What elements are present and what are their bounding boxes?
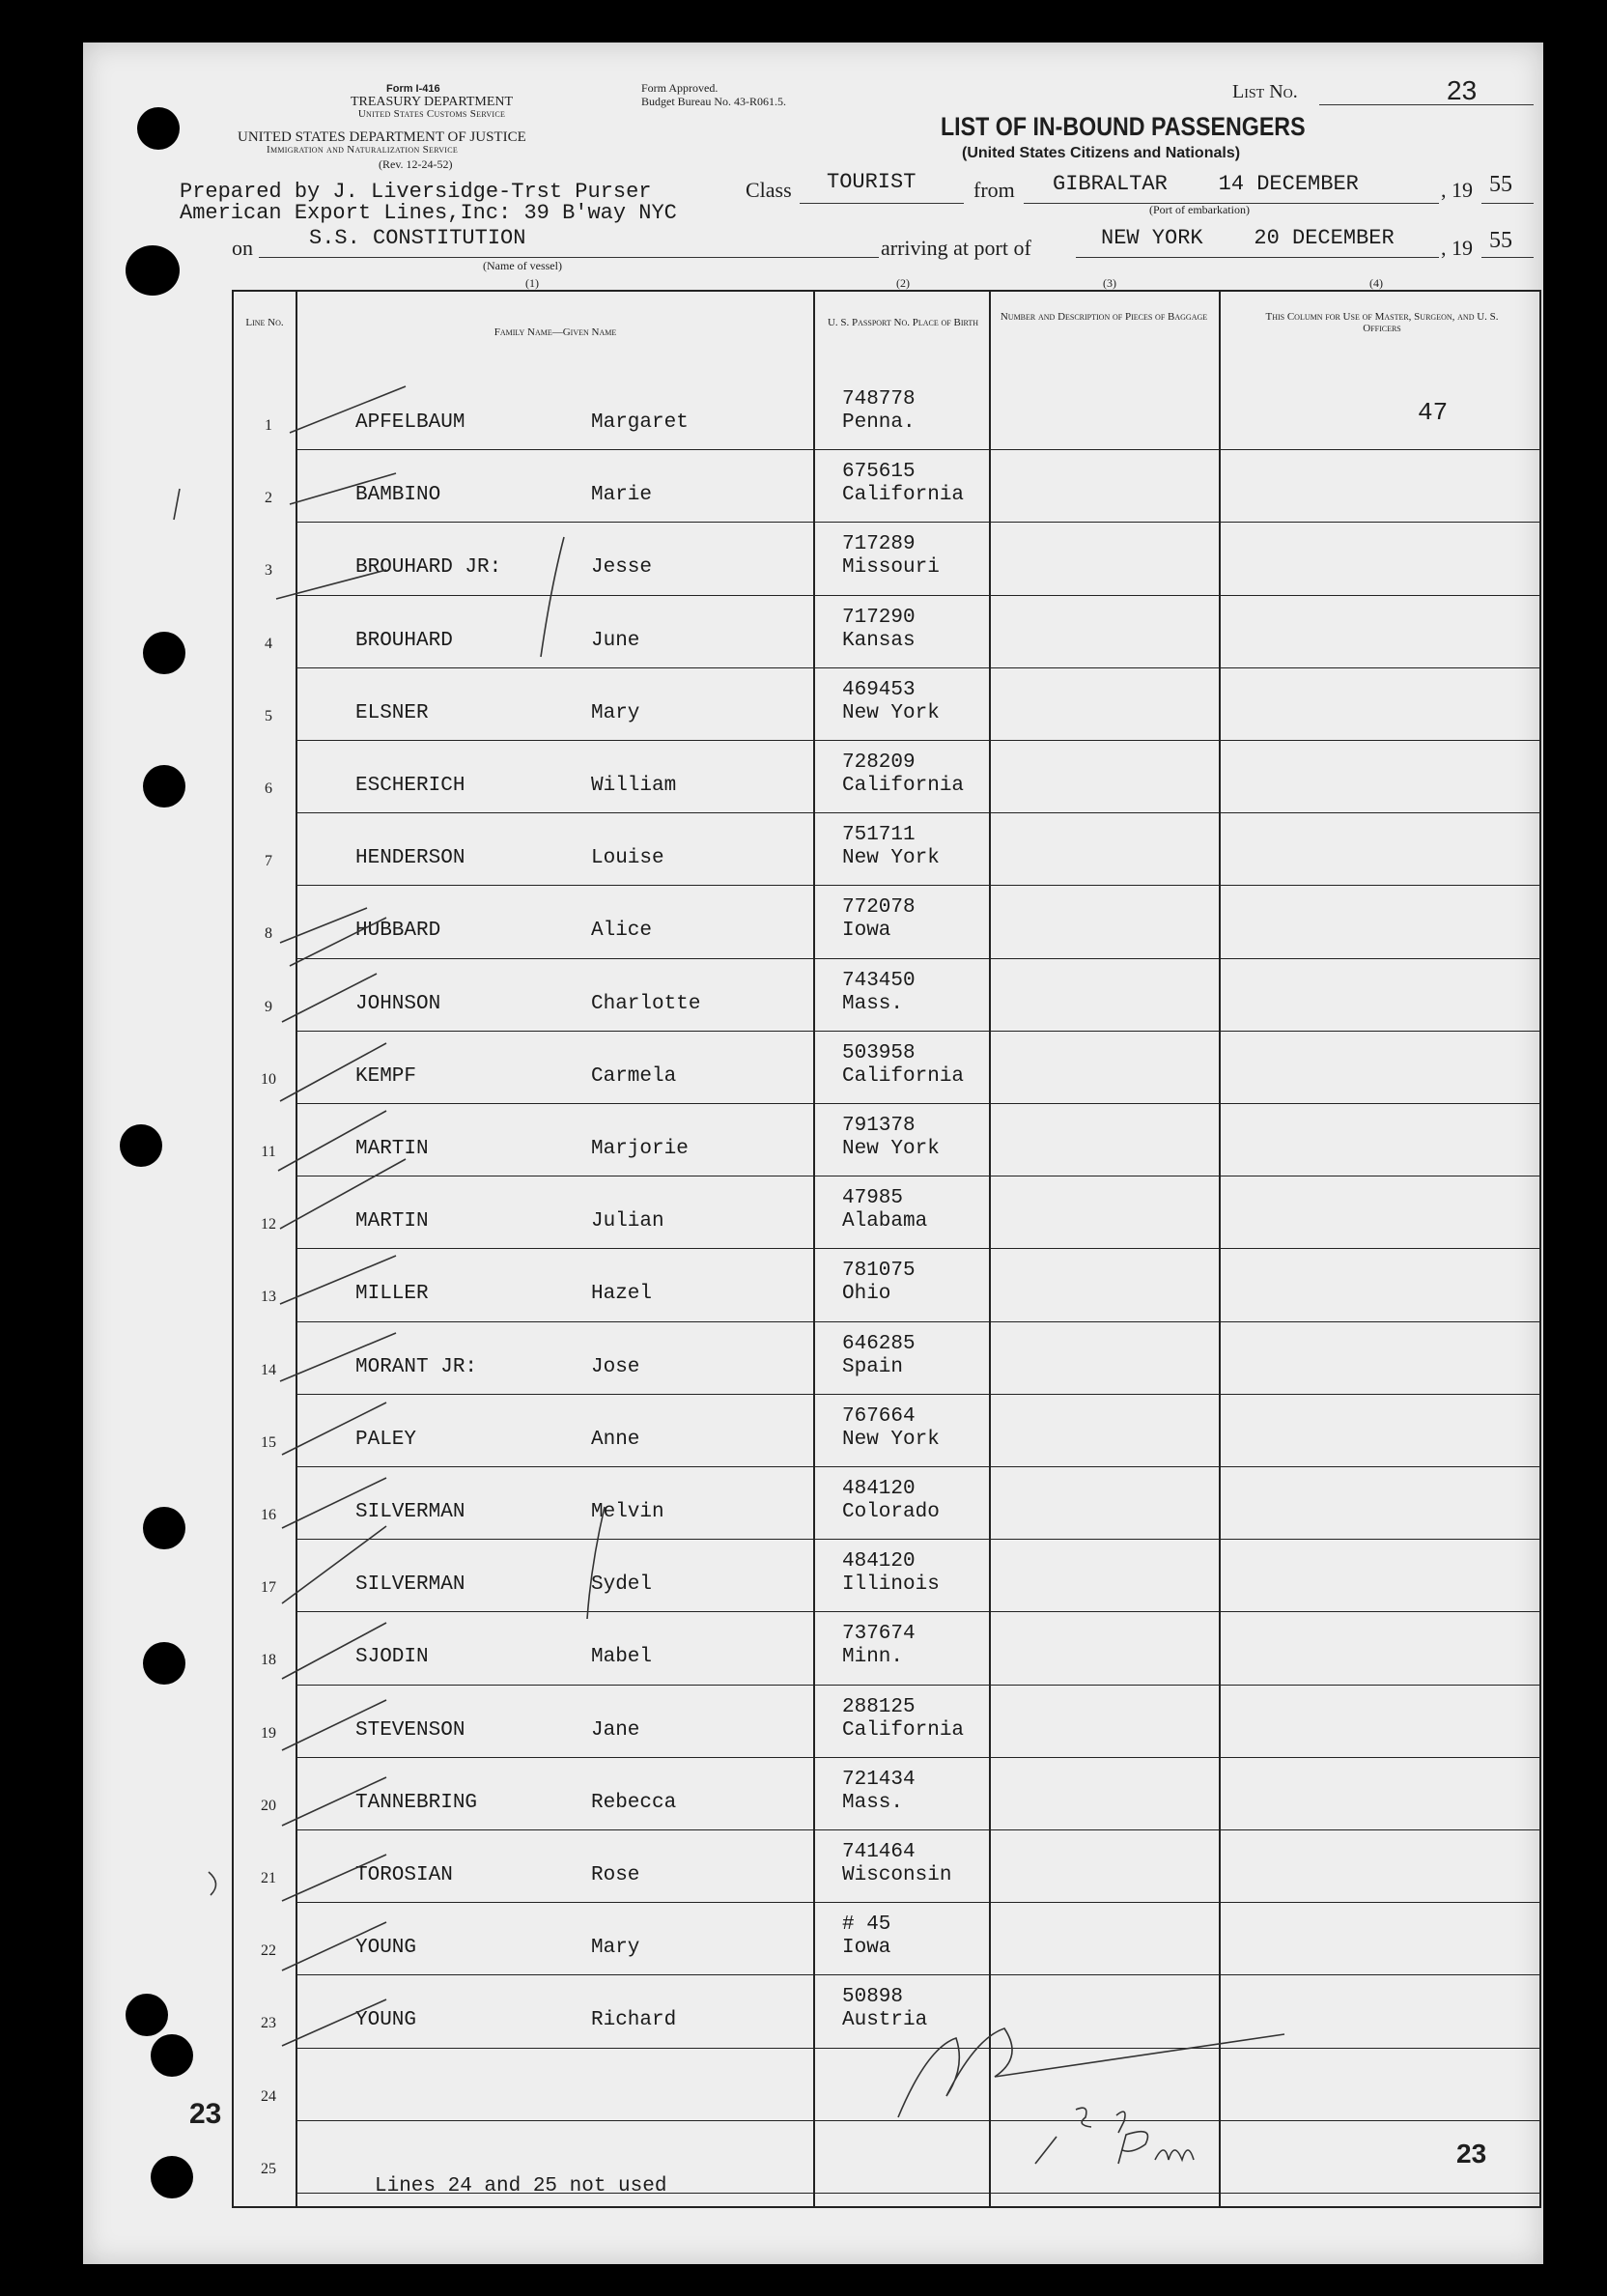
class-value: TOURIST bbox=[827, 170, 916, 194]
place-of-birth: Illinois bbox=[842, 1573, 940, 1597]
ins-service: Immigration and Naturalization Service bbox=[267, 144, 459, 156]
place-of-birth: Alabama bbox=[842, 1210, 928, 1233]
place-of-birth: Colorado bbox=[842, 1501, 940, 1523]
given-name: Rose bbox=[591, 1864, 640, 1886]
passport-number: 751711 bbox=[842, 824, 916, 847]
place-of-birth: Mass. bbox=[842, 992, 904, 1015]
place-of-birth: Iowa bbox=[842, 1937, 891, 1960]
passport-number: 47985 bbox=[842, 1187, 904, 1210]
passport-number: 767664 bbox=[842, 1404, 916, 1428]
place-of-birth: Kansas bbox=[842, 629, 916, 652]
family-name: STEVENSON bbox=[355, 1718, 465, 1742]
given-name: Marie bbox=[591, 484, 653, 507]
line-number: 23 bbox=[261, 2015, 276, 2032]
vessel-caption: (Name of vessel) bbox=[483, 259, 562, 272]
family-name: APFELBAUM bbox=[355, 411, 465, 434]
col-num-1: (1) bbox=[525, 276, 539, 290]
header-officers: This Column for Use of Master, Surgeon, and U. S. Officers bbox=[1265, 311, 1499, 334]
place-of-birth: Spain bbox=[842, 1355, 904, 1378]
given-name: Mary bbox=[591, 1937, 640, 1960]
officer-note-row-1: 47 bbox=[1418, 398, 1449, 427]
line-number: 6 bbox=[265, 780, 272, 797]
line-number: 7 bbox=[265, 853, 272, 870]
family-name: MARTIN bbox=[355, 1210, 429, 1233]
line-number: 10 bbox=[261, 1070, 276, 1088]
passport-number: 717289 bbox=[842, 533, 916, 556]
passport-number: 469453 bbox=[842, 678, 916, 701]
passport-number: 748778 bbox=[842, 388, 916, 411]
place-of-birth: California bbox=[842, 484, 965, 507]
col-num-3: (3) bbox=[1103, 276, 1116, 290]
line-number: 17 bbox=[261, 1579, 276, 1597]
line-number: 21 bbox=[261, 1870, 276, 1886]
line-number: 16 bbox=[261, 1507, 276, 1523]
place-of-birth: Ohio bbox=[842, 1283, 891, 1306]
revision-date: (Rev. 12-24-52) bbox=[379, 157, 453, 171]
given-name: Charlotte bbox=[591, 992, 701, 1015]
given-name: Marjorie bbox=[591, 1138, 689, 1160]
passport-number: 743450 bbox=[842, 969, 916, 992]
line-number: 9 bbox=[265, 998, 272, 1015]
passport-number: 484120 bbox=[842, 1478, 916, 1500]
col-num-4: (4) bbox=[1369, 276, 1383, 290]
place-of-birth: Austria bbox=[842, 2009, 928, 2032]
form-title: LIST OF IN-BOUND PASSENGERS bbox=[941, 112, 1306, 141]
stamp-number-left: 23 bbox=[189, 2098, 222, 2130]
family-name: YOUNG bbox=[355, 1937, 417, 1960]
header-baggage: Number and Description of Pieces of Baggage bbox=[1000, 311, 1208, 323]
arriving-label: arriving at port of bbox=[881, 236, 1031, 260]
passport-number: 728209 bbox=[842, 751, 916, 774]
prepared-by-address: American Export Lines,Inc: 39 B'way NYC bbox=[180, 201, 677, 225]
line-number: 20 bbox=[261, 1797, 276, 1814]
passport-number: 781075 bbox=[842, 1260, 916, 1283]
place-of-birth: Missouri bbox=[842, 556, 940, 580]
family-name: KEMPF bbox=[355, 1064, 417, 1088]
port-caption: (Port of embarkation) bbox=[1149, 203, 1250, 216]
given-name: Margaret bbox=[591, 411, 689, 434]
family-name: ELSNER bbox=[355, 701, 429, 724]
lines-not-used-note: Lines 24 and 25 not used bbox=[375, 2175, 667, 2197]
header-name: Family Name—Given Name bbox=[493, 326, 617, 338]
given-name: Hazel bbox=[591, 1283, 653, 1306]
passport-number: 791378 bbox=[842, 1115, 916, 1137]
line-number: 14 bbox=[261, 1361, 276, 1378]
customs-service: United States Customs Service bbox=[357, 108, 506, 120]
passport-number: 646285 bbox=[842, 1332, 916, 1355]
family-name: YOUNG bbox=[355, 2009, 417, 2032]
family-name: TANNEBRING bbox=[355, 1791, 478, 1814]
place-of-birth: New York bbox=[842, 1138, 940, 1160]
passport-number: 503958 bbox=[842, 1041, 916, 1064]
given-name: Mabel bbox=[591, 1646, 653, 1669]
col-num-2: (2) bbox=[896, 276, 910, 290]
passport-number: 484120 bbox=[842, 1550, 916, 1573]
passport-number: 772078 bbox=[842, 896, 916, 920]
passport-number: 675615 bbox=[842, 461, 916, 484]
justice-department: UNITED STATES DEPARTMENT OF JUSTICE bbox=[238, 129, 526, 145]
header-line-no: Line No. bbox=[245, 317, 284, 328]
given-name: Alice bbox=[591, 920, 653, 943]
family-name: TOROSIAN bbox=[355, 1864, 453, 1886]
line-number: 5 bbox=[265, 707, 272, 724]
vessel-name: S.S. CONSTITUTION bbox=[309, 226, 526, 250]
line-number: 12 bbox=[261, 1216, 276, 1233]
family-name: ESCHERICH bbox=[355, 775, 465, 797]
place-of-birth: Iowa bbox=[842, 920, 891, 943]
line-number: 3 bbox=[265, 562, 272, 580]
line-number: 25 bbox=[261, 2160, 276, 2177]
line-number: 22 bbox=[261, 1942, 276, 1960]
family-name: HUBBARD bbox=[355, 920, 441, 943]
given-name: Jose bbox=[591, 1355, 640, 1378]
passport-number: 741464 bbox=[842, 1841, 916, 1863]
place-of-birth: Minn. bbox=[842, 1646, 904, 1669]
from-label: from bbox=[973, 178, 1015, 202]
family-name: SILVERMAN bbox=[355, 1501, 465, 1523]
list-no-label: List No. bbox=[1232, 81, 1298, 102]
given-name: Louise bbox=[591, 847, 664, 870]
on-label: on bbox=[232, 236, 253, 260]
family-name: SJODIN bbox=[355, 1646, 429, 1669]
place-of-birth: New York bbox=[842, 847, 940, 870]
place-of-birth: New York bbox=[842, 701, 940, 724]
place-of-birth: Penna. bbox=[842, 411, 916, 434]
year-label-2: , 19 bbox=[1441, 236, 1473, 260]
line-number: 4 bbox=[265, 635, 272, 652]
from-value: GIBRALTAR 14 DECEMBER bbox=[1053, 172, 1359, 196]
budget-bureau: Budget Bureau No. 43-R061.5. bbox=[641, 95, 786, 108]
treasury-department: TREASURY DEPARTMENT bbox=[350, 95, 514, 109]
place-of-birth: California bbox=[842, 1718, 965, 1742]
passport-number: # 45 bbox=[842, 1913, 891, 1937]
form-number: Form I-416 bbox=[386, 83, 440, 95]
passport-number: 50898 bbox=[842, 1986, 904, 2009]
line-number: 13 bbox=[261, 1289, 276, 1306]
given-name: Mary bbox=[591, 701, 640, 724]
family-name: MORANT JR: bbox=[355, 1355, 478, 1378]
family-name: HENDERSON bbox=[355, 847, 465, 870]
given-name: Carmela bbox=[591, 1064, 677, 1088]
given-name: Jesse bbox=[591, 556, 653, 580]
arriving-value: NEW YORK 20 DECEMBER bbox=[1101, 226, 1395, 250]
prepared-by: Prepared by J. Liversidge-Trst Purser bbox=[180, 180, 652, 204]
family-name: BROUHARD bbox=[355, 629, 453, 652]
place-of-birth: Mass. bbox=[842, 1791, 904, 1814]
given-name: Jane bbox=[591, 1718, 640, 1742]
family-name: BROUHARD JR: bbox=[355, 556, 502, 580]
year-value-2: 55 bbox=[1489, 228, 1512, 253]
given-name: Anne bbox=[591, 1428, 640, 1451]
family-name: MILLER bbox=[355, 1283, 429, 1306]
family-name: SILVERMAN bbox=[355, 1573, 465, 1597]
given-name: Julian bbox=[591, 1210, 664, 1233]
family-name: PALEY bbox=[355, 1428, 417, 1451]
form-subtitle: (United States Citizens and Nationals) bbox=[962, 145, 1241, 161]
given-name: Richard bbox=[591, 2009, 677, 2032]
line-number: 1 bbox=[265, 417, 272, 434]
passport-number: 721434 bbox=[842, 1768, 916, 1791]
form-approved: Form Approved. bbox=[641, 81, 719, 95]
place-of-birth: New York bbox=[842, 1428, 940, 1451]
given-name: Rebecca bbox=[591, 1791, 677, 1814]
family-name: JOHNSON bbox=[355, 992, 441, 1015]
header-passport: U. S. Passport No. Place of Birth bbox=[827, 317, 979, 328]
line-number: 2 bbox=[265, 490, 272, 507]
given-name: Sydel bbox=[591, 1573, 653, 1597]
place-of-birth: California bbox=[842, 1064, 965, 1088]
year-label-1: , 19 bbox=[1441, 178, 1473, 202]
line-number: 8 bbox=[265, 925, 272, 943]
line-number: 18 bbox=[261, 1652, 276, 1669]
year-value-1: 55 bbox=[1489, 172, 1512, 197]
stamp-number-right: 23 bbox=[1456, 2139, 1487, 2168]
given-name: June bbox=[591, 629, 640, 652]
family-name: MARTIN bbox=[355, 1138, 429, 1160]
passport-number: 717290 bbox=[842, 606, 916, 629]
family-name: BAMBINO bbox=[355, 484, 441, 507]
passport-number: 288125 bbox=[842, 1695, 916, 1718]
place-of-birth: California bbox=[842, 775, 965, 797]
line-number: 11 bbox=[261, 1144, 276, 1160]
line-number: 15 bbox=[261, 1433, 276, 1451]
class-label: Class bbox=[746, 178, 792, 202]
place-of-birth: Wisconsin bbox=[842, 1864, 952, 1886]
list-no-value: 23 bbox=[1447, 75, 1478, 105]
given-name: Melvin bbox=[591, 1501, 664, 1523]
line-number: 24 bbox=[261, 2087, 276, 2105]
passport-number: 737674 bbox=[842, 1623, 916, 1646]
given-name: William bbox=[591, 775, 677, 797]
line-number: 19 bbox=[261, 1724, 276, 1742]
